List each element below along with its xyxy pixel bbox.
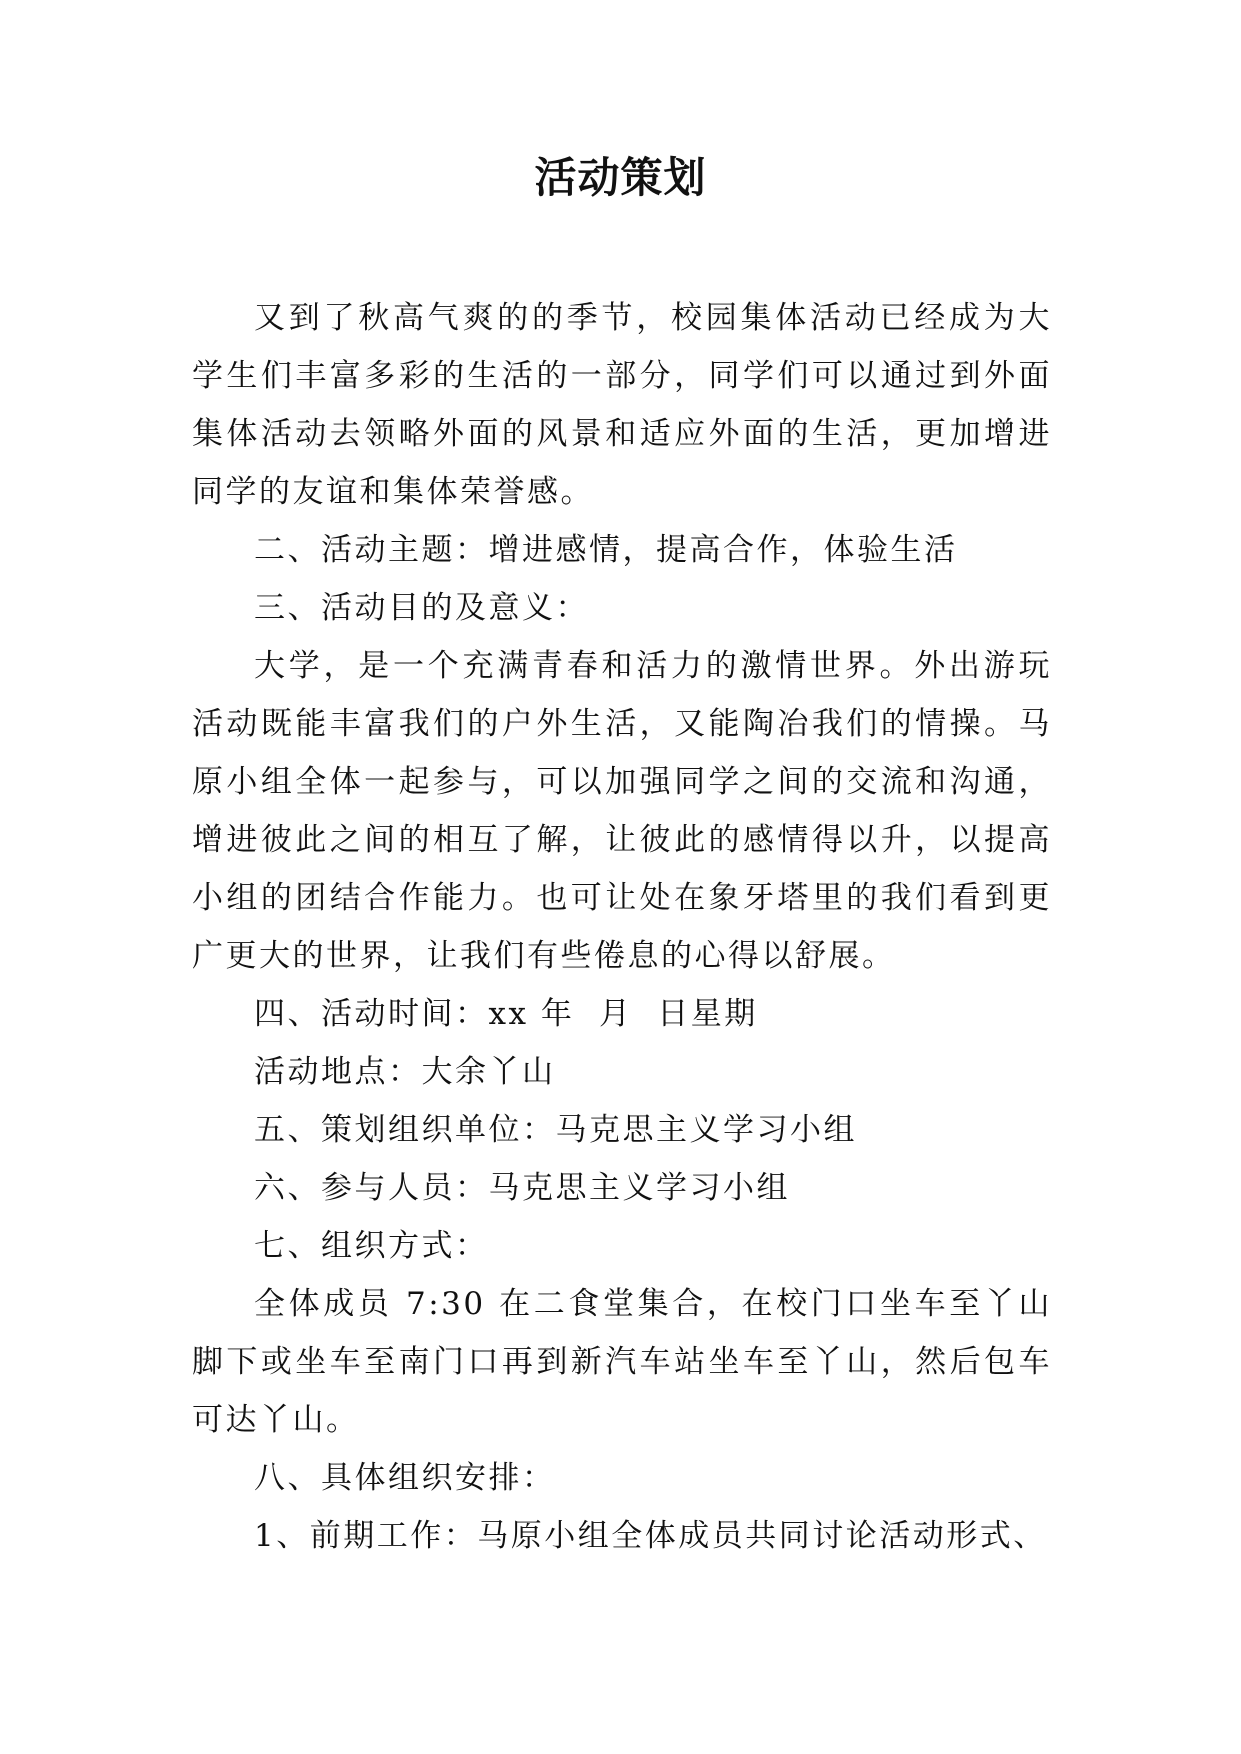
paragraph-theme: 二、活动主题：增进感情，提高合作，体验生活 — [254, 532, 958, 568]
paragraph-preparation: 1、前期工作：马原小组全体成员共同讨论活动形式、 — [254, 1518, 1047, 1554]
paragraph-participants: 六、参与人员：马克思主义学习小组 — [254, 1170, 790, 1206]
paragraph-location: 活动地点：大余丫山 — [254, 1054, 556, 1090]
paragraph-time: 四、活动时间：xx 年 月 日星期 — [254, 996, 758, 1032]
paragraph-purpose: 大学，是一个充满青春和活力的激情世界。外出游玩活动既能丰富我们的户外生活，又能陶冶我们的情操。马原小组全体一起参与，可以加强同学之间的交流和沟通，增进彼此之间的相互了解，让彼此的感情得以升，以提高小组的团结合作能力。也可让处在象牙塔里的我们看到更广更大的世界，让我们有些倦息的心得以舒展。 — [192, 648, 1052, 974]
paragraph-method-heading: 七、组织方式： — [254, 1228, 489, 1264]
paragraph-method: 全体成员 7:30 在二食堂集合，在校门口坐车至丫山脚下或坐车至南门口再到新汽车站坐车至丫山，然后包车可达丫山。 — [192, 1286, 1052, 1438]
document-body — [192, 289, 1052, 1565]
paragraph-arrangement-heading: 八、具体组织安排： — [254, 1460, 556, 1496]
document-title: 活动策划 — [534, 153, 707, 202]
paragraph-intro: 又到了秋高气爽的的季节，校园集体活动已经成为大学生们丰富多彩的生活的一部分，同学们可以通过到外面集体活动去领略外面的风景和适应外面的生活，更加增进同学的友谊和集体荣誉感。 — [192, 300, 1052, 510]
paragraph-organizer: 五、策划组织单位：马克思主义学习小组 — [254, 1112, 857, 1148]
paragraph-purpose-heading: 三、活动目的及意义： — [254, 590, 589, 626]
